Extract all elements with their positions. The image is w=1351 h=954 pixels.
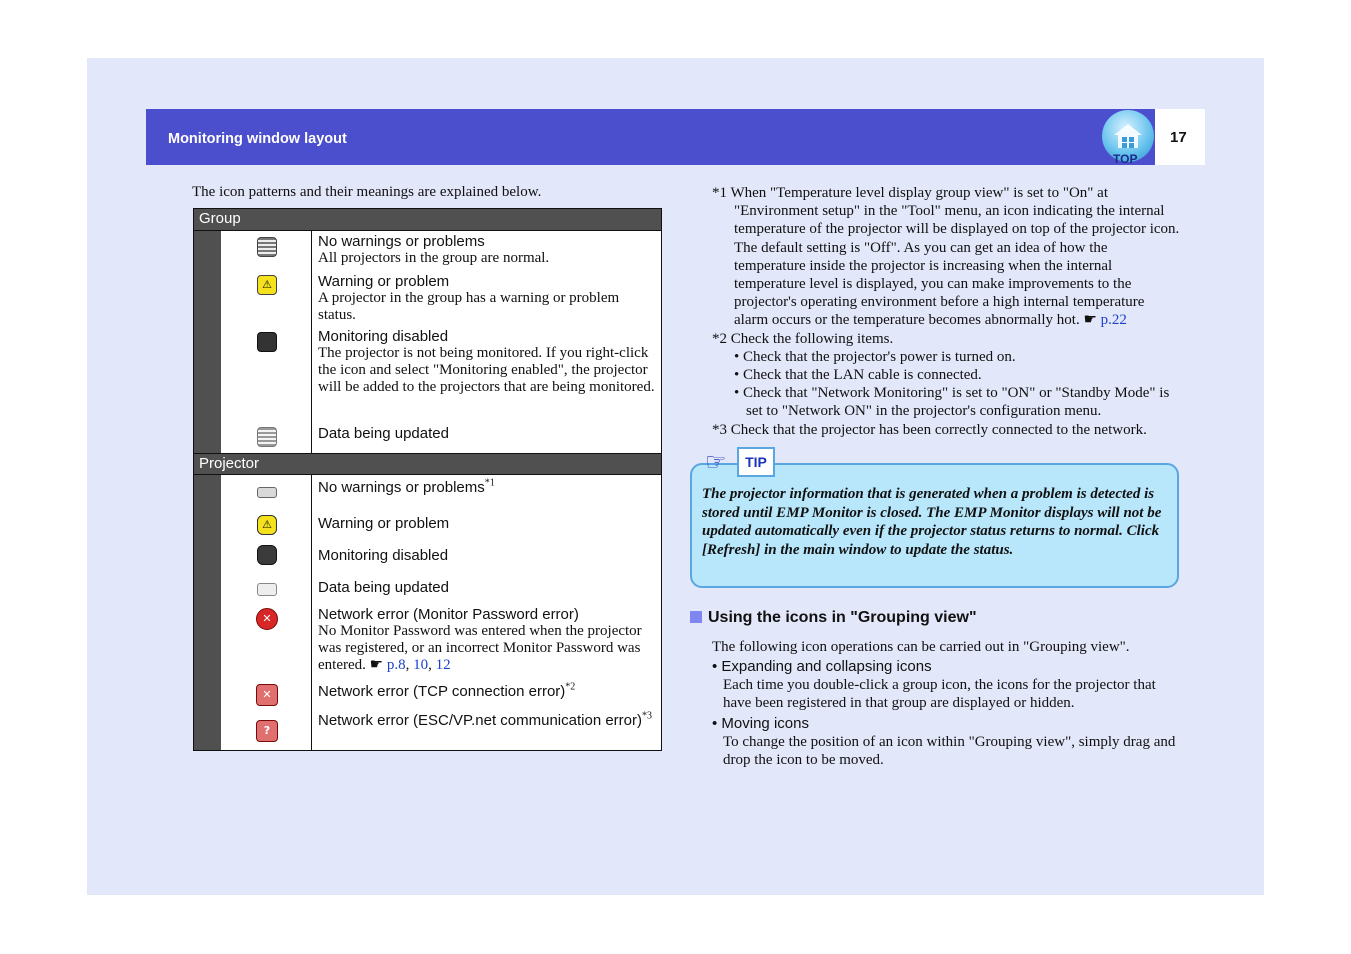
group-row-disabled: Monitoring disabled The projector is not being monitored. If you right-click the icon and select "Monitoring enabled", the projector will be added to the projectors that are being monitored. <box>318 328 655 395</box>
group-row-normal: No warnings or problems All projectors in the group are normal. <box>318 233 550 266</box>
esc-vp-error-icon: ? <box>256 720 278 742</box>
group-normal-icon <box>257 237 277 257</box>
top-link-button[interactable] <box>1101 109 1155 167</box>
note-1: *1 When "Temperature level display group view" is set to "On" at "Environment setup" in the "Tool" menu, an icon indicating the internal temperature of the projector will be displayed on top of the projector icon. The default setting is "Off". As you can get an idea of how the temperature inside the projector is increasing when the internal temperature level is displayed, you can make improvements to the projector's operating environment before a high internal temperature alarm occurs or the temperature becomes abnormally hot. ☛ p.22 <box>712 185 1180 329</box>
network-password-error-icon: ✕ <box>256 608 278 630</box>
intro-text: The icon patterns and their meanings are explained below. <box>192 184 542 200</box>
top-label: TOP <box>1113 152 1138 166</box>
tip-box <box>690 463 1179 588</box>
group-warning-icon: ⚠ <box>257 275 277 295</box>
hand-icon: ☞ <box>705 448 727 476</box>
link-p8[interactable]: p.8 <box>386 657 406 673</box>
projector-heading: Projector <box>194 453 661 475</box>
projector-normal-icon <box>257 487 277 498</box>
projector-row-warning: Warning or problem <box>318 515 450 532</box>
note-3: *3 Check that the projector has been correctly connected to the network. <box>712 421 1147 438</box>
link-p10[interactable]: 10 <box>413 657 429 673</box>
icon-table <box>193 208 662 751</box>
projector-row-normal: No warnings or problems$^{*1}$ <box>318 477 495 496</box>
section-square-icon <box>690 611 702 623</box>
projector-row-tcp-error: Network error (TCP connection error)$^{*2}$ <box>318 681 576 700</box>
tcp-error-icon: ✕ <box>256 684 278 706</box>
list-item: • Moving icons <box>712 714 809 732</box>
projector-row-esc-error: Network error (ESC/VP.net communication error)$^{*3}$ <box>318 710 652 729</box>
list-item: • Expanding and collapsing icons <box>712 658 932 676</box>
tip-text: The projector information that is generated when a problem is detected is stored until EMP Monitor is closed. The EMP Monitor displays will not be updated automatically even if the projector status returns to normal. Click [Refresh] in the main window to update the status. <box>702 486 1162 558</box>
projector-disabled-icon <box>257 545 277 565</box>
section-intro: The following icon operations can be carried out in "Grouping view". <box>712 639 1130 655</box>
group-updating-icon <box>257 427 277 447</box>
list-item-desc: Each time you double-click a group icon, the icons for the projector that have been registered in that group are displayed or hidden. <box>723 677 1156 712</box>
projector-row-disabled: Monitoring disabled <box>318 547 449 564</box>
tip-badge: TIP <box>737 447 775 477</box>
reference-icon: ☛ <box>1083 312 1097 329</box>
note-2-item: • Check that the projector's power is turned on. <box>734 348 1016 365</box>
page-title: Monitoring window layout <box>168 131 347 147</box>
note-2-item: • Check that "Network Monitoring" is set to "ON" or "Standby Mode" is set to "Network ON" in the projector's configuration menu. <box>734 385 1170 420</box>
group-heading: Group <box>194 209 661 231</box>
note-2-item: • Check that the LAN cable is connected. <box>734 367 982 384</box>
link-p12[interactable]: 12 <box>435 657 451 673</box>
page-number: 17 <box>1170 129 1187 146</box>
grouping-view-section <box>712 638 1182 769</box>
group-row-warning: Warning or problem A projector in the group has a warning or problem status. <box>318 273 620 323</box>
list-item-desc: To change the position of an icon within "Grouping view", simply drag and drop the icon to be moved. <box>723 733 1176 768</box>
projector-section <box>194 475 661 750</box>
notes-column <box>712 184 1182 439</box>
section-heading: Using the icons in "Grouping view" <box>690 609 977 627</box>
projector-updating-icon <box>257 583 277 596</box>
group-section <box>194 231 661 453</box>
link-p22[interactable]: p.22 <box>1100 312 1127 329</box>
reference-icon: ☛ <box>369 657 384 673</box>
group-row-updating: Data being updated <box>318 425 449 442</box>
projector-row-password-error: Network error (Monitor Password error) No Monitor Password was entered when the projector was registered, or an incorrect Monitor Password was entered. ☛ p.8, 10, 12 <box>318 606 642 673</box>
group-disabled-icon <box>257 332 277 352</box>
note-2: *2 Check the following items. <box>712 330 894 347</box>
projector-row-updating: Data being updated <box>318 579 449 596</box>
projector-warning-icon: ⚠ <box>257 515 277 535</box>
